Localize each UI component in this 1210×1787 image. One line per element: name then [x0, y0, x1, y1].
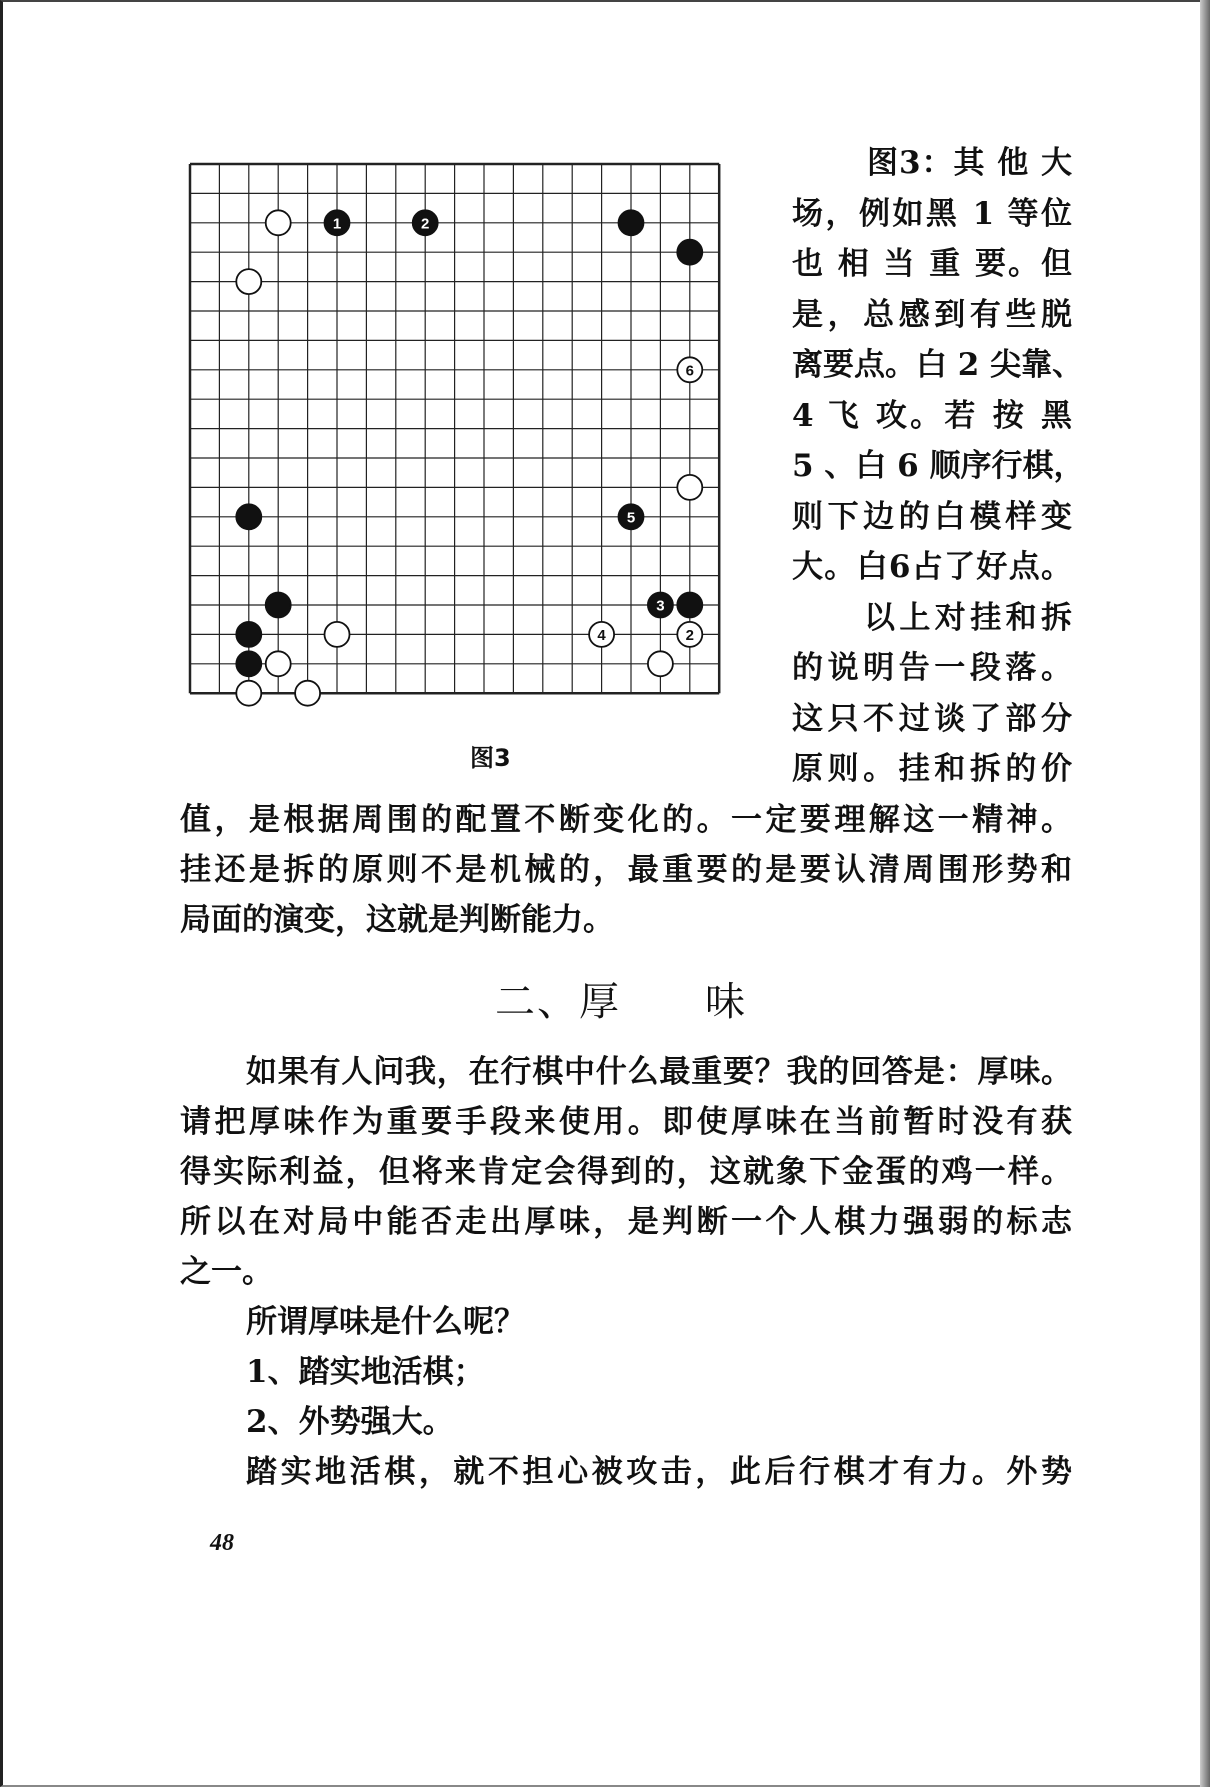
side-line: 原则。挂和拆的价 — [792, 751, 1072, 787]
stone-number: 5 — [626, 509, 636, 527]
stone-number: 3 — [656, 597, 665, 615]
black-stone — [677, 593, 702, 618]
side-line: 大。白6占了好点。 — [792, 549, 1072, 585]
list-item: 1、踏实地活棋； — [246, 1354, 485, 1390]
paragraph-line: 所以在对局中能否走出厚味，是判断一个人棋力强弱的标志 — [180, 1204, 1072, 1240]
paragraph-line: 挂还是拆的原则不是机械的，最重要的是要认清周围形势和 — [180, 852, 1072, 888]
body-paragraphs — [180, 1047, 1072, 1497]
white-stone — [648, 651, 673, 676]
white-stone — [266, 210, 291, 235]
side-line: 场，例如黑 1 等位 — [792, 195, 1072, 232]
white-stone — [266, 651, 291, 676]
stone-number: 1 — [332, 215, 342, 233]
paragraph-line: 得实际利益，但将来肯定会得到的，这就象下金蛋的鸡一样。 — [180, 1154, 1072, 1190]
paragraph-line: 踏实地活棋，就不担心被攻击，此后行棋才有力。外势 — [246, 1454, 1072, 1490]
stone-number: 6 — [685, 362, 694, 380]
section-heading: 二、厚 味 — [495, 979, 747, 1025]
side-line: 也 相 当 重 要。但 — [792, 246, 1072, 282]
white-stone — [325, 622, 350, 647]
black-stone — [619, 210, 644, 235]
side-line: 以上对挂和拆 — [864, 599, 1072, 636]
continued-paragraph — [180, 795, 1072, 945]
side-line: 是，总感到有些脱 — [792, 296, 1072, 333]
paragraph-line: 如果有人问我，在行棋中什么最重要？我的回答是：厚味。 — [246, 1054, 1072, 1090]
side-line: 5 、白 6 顺序行棋， — [792, 448, 1085, 484]
white-stone — [236, 681, 261, 706]
white-stone — [677, 475, 702, 500]
go-board-figure — [188, 162, 751, 712]
page-number: 48 — [210, 1530, 234, 1556]
page-edge-shadow — [1200, 0, 1210, 1787]
figure-caption: 图3 — [470, 744, 511, 772]
stone-number: 2 — [421, 215, 430, 233]
side-line: 离要点。白 2 尖靠、 — [792, 347, 1084, 383]
white-stone — [295, 681, 320, 706]
stone-number: 4 — [597, 626, 606, 644]
black-stone — [236, 504, 261, 529]
side-paragraph — [792, 138, 1085, 795]
side-line: 图3：其 他 大 — [867, 145, 1072, 181]
black-stone — [236, 622, 261, 647]
go-board — [188, 162, 751, 712]
side-line: 则下边的白模样变 — [792, 498, 1072, 535]
white-stone — [236, 269, 261, 294]
black-stone — [236, 651, 261, 676]
side-line: 4 飞 攻。若 按 黑 — [792, 397, 1072, 434]
stone-number: 2 — [685, 626, 694, 644]
list-item: 2、外势强大。 — [246, 1404, 454, 1440]
paragraph-line: 值，是根据周围的配置不断变化的。一定要理解这一精神。 — [180, 802, 1072, 838]
black-stone — [266, 593, 291, 618]
paragraph-line: 请把厚味作为重要手段来使用。即使厚味在当前暂时没有获 — [180, 1104, 1072, 1140]
side-line: 这只不过谈了部分 — [792, 700, 1072, 737]
paragraph-line: 局面的演变，这就是判断能力。 — [180, 902, 614, 938]
black-stone — [677, 240, 702, 265]
paragraph-line: 之一。 — [180, 1254, 273, 1290]
paragraph-line: 所谓厚味是什么呢？ — [246, 1304, 525, 1340]
side-line: 的说明告一段落。 — [792, 650, 1072, 686]
